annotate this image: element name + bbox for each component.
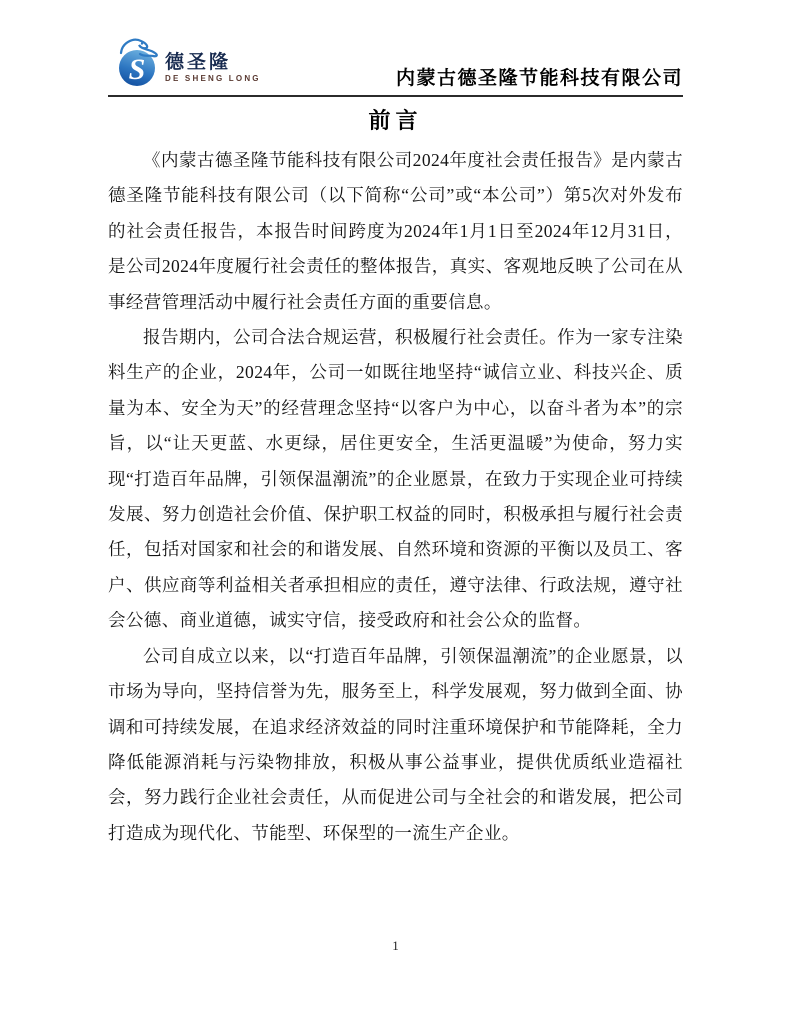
company-logo [113, 35, 261, 91]
document-body [108, 106, 683, 851]
header-company-name: 内蒙古德圣隆节能科技有限公司 [395, 68, 683, 89]
page-title: 前言 [368, 108, 423, 133]
paragraph-company-vision: 公司自成立以来，以“打造百年品牌，引领保温潮流”的企业愿景，以市场为导向，坚持信誉为先，服务至上，科学发展观，努力做到全面、协调和可持续发展，在追求经济效益的同时注重环境保护和节能降耗，全力降低能源消耗与污染物排放，积极从事公益事业，提供优质纸业造福社会，努力践行企业社会责任，从而促进公司与全社会的和谐发展，把公司打造成为现代化、节能型、环保型的一流生产企业。 [108, 645, 683, 843]
logo-company-short-name: 德圣隆 [165, 52, 232, 73]
logo-text-block [165, 53, 261, 83]
page-number: 1 [392, 938, 399, 953]
paragraph-operating-philosophy: 报告期内，公司合法合规运营，积极履行社会责任。作为一家专注染料生产的企业，2024年，公司一如既往地坚持“诚信立业、科技兴企、质量为本、安全为天”的经营理念坚持“以客户为中心，以奋斗者为本”的宗旨，以“让天更蓝、水更绿，居住更安全，生活更温暖”为使命，努力实现“打造百年品牌，引领保温潮流”的企业愿景，在致力于实现企业可持续发展、努力创造社会价值、保护职工权益的同时，积极承担与履行社会责任，包括对国家和社会的和谐发展、自然环境和资源的平衡以及员工、客户、供应商等利益相关者承担相应的责任，遵守法律、行政法规，遵守社会公德、商业道德，诚实守信，接受政府和社会公众的监督。 [108, 327, 683, 631]
svg-text:S: S [128, 53, 146, 86]
header-divider [108, 95, 683, 97]
logo-company-pinyin: DE SHENG LONG [165, 74, 261, 83]
dragon-s-logo-icon [113, 35, 163, 91]
paragraph-report-scope: 《内蒙古德圣隆节能科技有限公司2024年度社会责任报告》是内蒙古德圣隆节能科技有限公司（以下简称“公司”或“本公司”）第5次对外发布的社会责任报告，本报告时间跨度为2024年1月1日至2024年12月31日，是公司2024年度履行社会责任的整体报告，真实、客观地反映了公司在从事经营管理活动中履行社会责任方面的重要信息。 [108, 150, 683, 312]
